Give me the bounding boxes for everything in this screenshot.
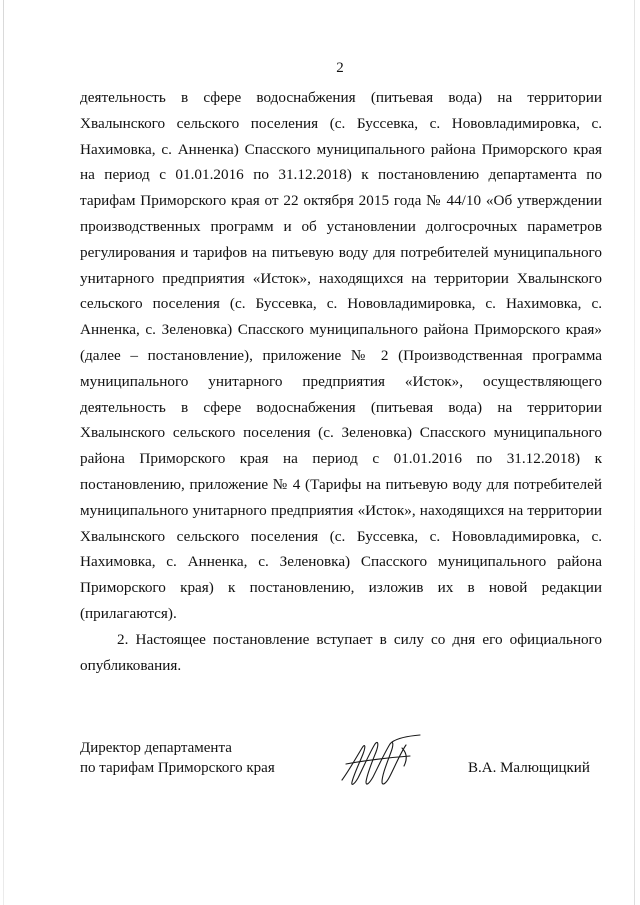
document-body — [80, 85, 602, 678]
signatory-position — [80, 738, 275, 778]
scan-edge-left — [3, 0, 4, 905]
paragraph-item-2: 2. Настоящее постановление вступает в силу со дня его официального опубликования. — [80, 630, 602, 674]
signatory-position-line-1: Директор департамента — [80, 740, 232, 756]
handwritten-signature — [332, 728, 442, 798]
paragraph-continuation: деятельность в сфере водоснабжения (питьевая вода) на территории Хвалынского сельского поселения (с. Буссевка, с. Нововладимировка, с. Нахимовка, с. Анненка) Спасского муниципального района Приморского края на период с 01.01.2016 по 31.12.2018) к постановлению департамента по тарифам Приморского края от 22 октября 2015 года № 44/10 «Об утверждении производственных программ и об установлении долгосрочных параметров регулирования и тарифов на питьевую воду для потребителей муниципального унитарного предприятия «Исток», находящихся на территории Хвалынского сельского поселения (с. Буссевка, с. Нововладимировка, с. Нахимовка, с. Анненка, с. Зеленовка) Спасского муниципального района Приморского края» (далее – постановление), приложение № 2 (Производственная программа муниципального унитарного предприятия «Исток», осуществляющего деятельность в сфере водоснабжения (питьевая вода) на территории Хвалынского сельского поселения (с. Зеленовка) Спасского муниципального района Приморского края на период с 01.01.2016 по 31.12.2018) к постановлению, приложение № 4 (Тарифы на питьевую воду для потребителей муниципального унитарного предприятия «Исток», находящихся на территории Хвалынского сельского поселения (с. Буссевка, с. Нововладимировка, с. Нахимовка, с. Анненка, с. Зеленовка) Спасского муниципального района Приморского края) к постановлению, изложив их в новой редакции (прилагаются). — [80, 89, 602, 622]
signatory-name: В.А. Малющицкий — [468, 760, 590, 776]
scan-edge-right — [634, 0, 635, 905]
page-number: 2 — [336, 60, 344, 76]
signatory-position-line-2: по тарифам Приморского края — [80, 760, 275, 776]
